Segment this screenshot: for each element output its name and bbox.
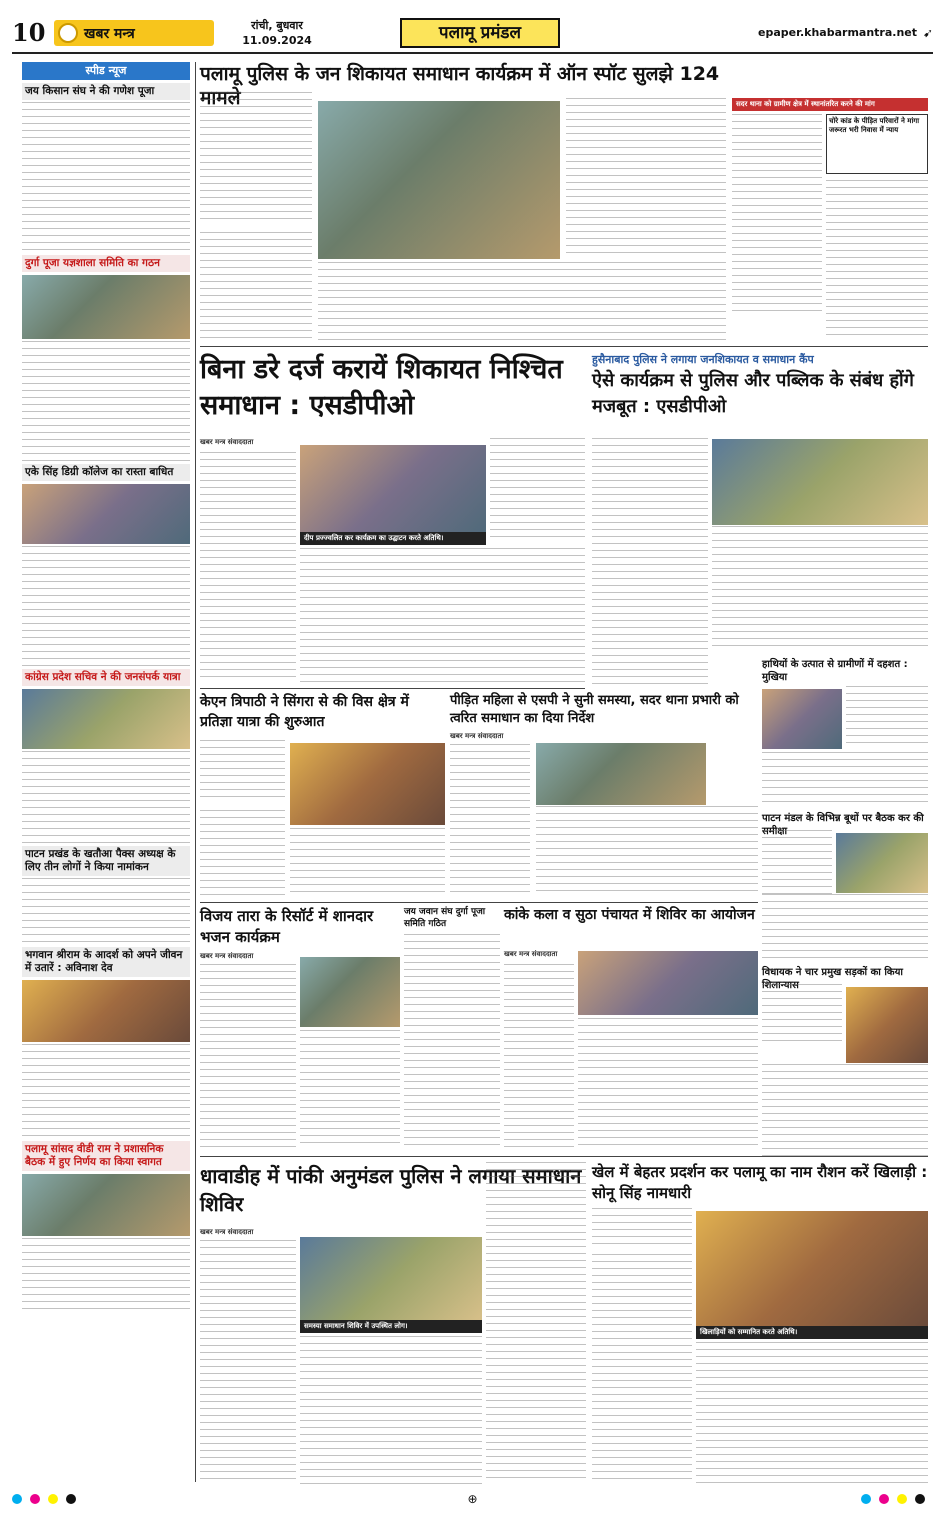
patan-headline: पाटन मंडल के विभिन्न बूथों पर बैठक कर की समीक्षा — [762, 813, 924, 837]
kn-tripathi-summary — [200, 740, 285, 800]
side-story-text — [732, 114, 822, 314]
kn-tripathi-text — [200, 810, 285, 896]
sp-text — [536, 806, 758, 896]
cyan-dot-icon — [861, 1494, 871, 1504]
elephant-headline: हाथियों के उत्पात से ग्रामीणों में दहशत : मुखिया — [762, 659, 908, 683]
top-story-text — [318, 262, 726, 342]
brief-body — [22, 1044, 190, 1138]
sdpo-headline: बिना डरे दर्ज करायें शिकायत निश्चित समाधान : एसडीपीओ — [200, 354, 563, 421]
sonu-singh-text — [592, 1254, 692, 1484]
masthead — [12, 14, 933, 54]
top-story-headline: पलामू पुलिस के जन शिकायत समाधान कार्यक्रम में ऑन स्पॉट सुलझे 124 मामले — [200, 63, 720, 109]
vijay-tara-text — [300, 1030, 400, 1148]
dhawadih-text — [300, 1336, 482, 1484]
kn-tripathi-photo — [290, 743, 445, 825]
vijay-tara-photo — [300, 957, 400, 1027]
durga-samiti-headline: जय जवान संघ दुर्गा पूजा समिति गठित — [404, 907, 486, 929]
side-story-headline: सदर थाना को ग्रामीण क्षेत्र में स्थानांतरित करने की मांग — [732, 98, 928, 111]
sp-photo — [536, 743, 706, 805]
brief-body — [22, 546, 190, 666]
side-story-box: चोरे कांड के पीड़ित परिवारों ने मांगा जरूरत भरी निवास में न्याय — [826, 114, 928, 174]
durga-samiti-text — [404, 934, 500, 1148]
elephant-photo — [762, 689, 842, 749]
section-title: पलामू प्रमंडल — [400, 18, 560, 48]
sdpo-caption: दीप प्रज्ज्वलित कर कार्यक्रम का उद्घाटन करते अतिथि। — [300, 532, 486, 545]
patan-text — [762, 894, 928, 962]
byline: खबर मन्त्र संवाददाता — [504, 950, 558, 958]
print-registration-marks — [12, 1492, 933, 1506]
yellow-dot-icon — [897, 1494, 907, 1504]
brief-body — [22, 878, 190, 944]
brief-photo — [22, 484, 190, 544]
mla-text — [762, 1064, 928, 1156]
brief-title: एके सिंह डिग्री कॉलेज का रास्ता बाधित — [22, 464, 190, 481]
brief-title: दुर्गा पूजा यज्ञशाला समिति का गठन — [22, 255, 190, 272]
kn-tripathi-headline: केएन त्रिपाठी ने सिंगरा से की विस क्षेत्र में प्रतिज्ञा यात्रा की शुरुआत — [200, 694, 409, 730]
brief-body — [22, 102, 190, 252]
sdpo-text — [300, 548, 585, 684]
black-dot-icon — [915, 1494, 925, 1504]
brief-title: भगवान श्रीराम के आदर्श को अपने जीवन में उतारें : अविनाश देव — [22, 947, 190, 977]
magenta-dot-icon — [30, 1494, 40, 1504]
sp-text — [450, 744, 530, 896]
brief-body — [22, 1238, 190, 1310]
hussainabad-kicker: हुसैनाबाद पुलिस ने लगाया जनशिकायत व समाधान कैंप — [592, 353, 814, 366]
vijay-tara-headline: विजय तारा के रिसॉर्ट में शानदार भजन कार्यक्रम — [200, 907, 374, 946]
sonu-singh-headline: खेल में बेहतर प्रदर्शन कर पलामू का नाम रौशन करें खिलाड़ी : सोनू सिंह नामधारी — [592, 1163, 928, 1202]
speed-news-column — [22, 62, 190, 1310]
column-rule — [195, 62, 196, 1482]
dhawadih-text — [486, 1162, 586, 1484]
dhawadih-headline: धावाडीह में पांकी अनुमंडल पुलिस ने लगाया समाधान शिविर — [200, 1164, 582, 1216]
brief-title: जय किसान संघ ने की गणेश पूजा — [22, 83, 190, 100]
elephant-text — [762, 752, 928, 808]
dhawadih-caption: समस्या समाधान शिविर में उपस्थित लोग। — [300, 1320, 482, 1333]
hussainabad-text — [712, 526, 928, 650]
side-story-text — [826, 180, 928, 340]
brief-photo — [22, 1174, 190, 1236]
dhawadih-photo — [300, 1237, 482, 1323]
byline: खबर मन्त्र संवाददाता — [450, 732, 504, 740]
sdpo-photo — [300, 445, 486, 535]
sonu-singh-caption: खिलाड़ियों को सम्मानित करते अतिथि। — [696, 1326, 928, 1339]
kanke-text — [504, 964, 574, 1148]
mla-summary — [762, 984, 842, 1046]
kn-tripathi-text — [290, 828, 445, 896]
hussainabad-photo — [712, 439, 928, 525]
byline: खबर मन्त्र संवाददाता — [200, 1228, 254, 1236]
dateline: रांची, बुधवार 11.09.2024 — [242, 19, 312, 47]
brief-title: कांग्रेस प्रदेश सचिव ने की जनसंपर्क यात्रा — [22, 669, 190, 686]
top-story-text — [200, 232, 312, 340]
sp-headline: पीड़ित महिला से एसपी ने सुनी समस्या, सदर थाना प्रभारी को त्वरित समाधान का दिया निर्देश — [450, 693, 739, 726]
sonu-singh-summary — [592, 1208, 692, 1248]
patan-photo — [836, 833, 928, 893]
black-dot-icon — [66, 1494, 76, 1504]
cyan-dot-icon — [12, 1494, 22, 1504]
speed-news-label: स्पीड न्यूज — [22, 62, 190, 80]
elephant-text — [846, 686, 928, 746]
kanke-text — [578, 1018, 758, 1148]
brief-title: पलामू सांसद वीडी राम ने प्रशासनिक बैठक में हुए निर्णय का किया स्वागत — [22, 1141, 190, 1171]
brief-photo — [22, 689, 190, 749]
byline: खबर मन्त्र संवाददाता — [200, 438, 254, 446]
kanke-photo — [578, 951, 758, 1015]
top-story-summary — [200, 92, 312, 222]
brief-body — [22, 341, 190, 461]
brief-photo — [22, 980, 190, 1042]
brand-logo-icon — [58, 23, 78, 43]
byline: खबर मन्त्र संवाददाता — [200, 952, 254, 960]
section-rule — [200, 346, 928, 347]
epaper-link[interactable]: epaper.khabarmantra.net — [758, 26, 917, 39]
sdpo-text — [200, 452, 296, 682]
page-number: 10 — [12, 18, 46, 47]
magenta-dot-icon — [879, 1494, 889, 1504]
section-rule — [200, 688, 585, 689]
cursor-icon: ➹ — [922, 26, 933, 40]
patan-text — [762, 830, 832, 894]
kanke-headline: कांके कला व सुठा पंचायत में शिविर का आयोजन — [504, 907, 755, 923]
brief-title: पाटन प्रखंड के खतौआ पैक्स अध्यक्ष के लिए तीन लोगों ने किया नामांकन — [22, 846, 190, 876]
yellow-dot-icon — [48, 1494, 58, 1504]
top-story-text — [566, 98, 726, 258]
top-story-photo — [318, 101, 560, 259]
section-rule — [200, 1156, 928, 1157]
section-rule — [200, 902, 758, 903]
brand-logo — [54, 20, 214, 46]
brief-body — [22, 751, 190, 843]
brand-name: खबर मन्त्र — [84, 26, 135, 42]
mla-headline: विधायक ने चार प्रमुख सड़कों का किया शिलान्यास — [762, 967, 903, 991]
dhawadih-text — [200, 1240, 296, 1484]
hussainabad-text — [592, 438, 708, 684]
brief-photo — [22, 275, 190, 339]
vijay-tara-text — [200, 964, 296, 1148]
sonu-singh-photo — [696, 1211, 928, 1329]
mla-photo — [846, 987, 928, 1063]
hussainabad-headline: ऐसे कार्यक्रम से पुलिस और पब्लिक के संबंध होंगे मजबूत : एसडीपीओ — [592, 370, 914, 417]
sdpo-text — [490, 438, 585, 538]
sonu-singh-text — [696, 1342, 928, 1484]
crosshair-icon: ⊕ — [467, 1492, 478, 1506]
